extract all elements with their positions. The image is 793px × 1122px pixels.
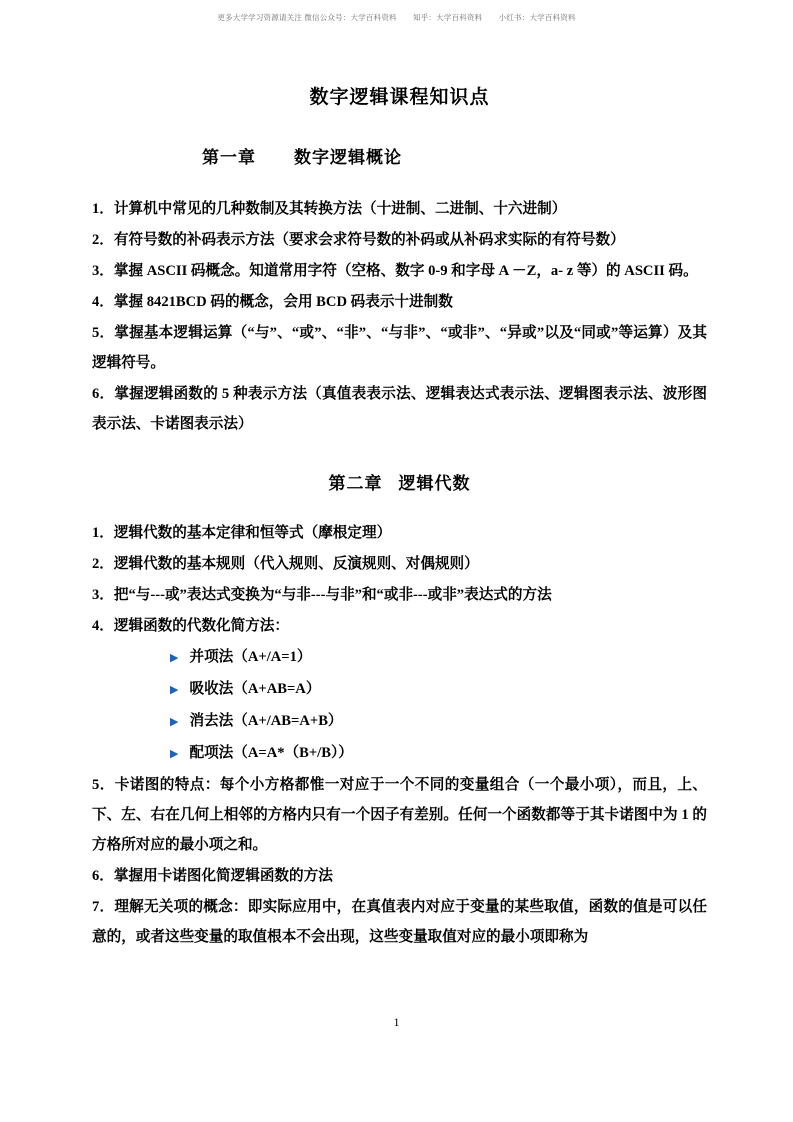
triangle-bullet-icon: ▶ <box>170 716 179 728</box>
list-item: 5．掌握基本逻辑运算（“与”、“或”、“非”、“与非”、“或非”、“异或”以及“同或”等运算）及其逻辑符号。 <box>92 325 707 371</box>
chapter-2-heading <box>92 469 707 494</box>
list-item: 3．掌握 ASCII 码概念。知道常用字符（空格、数字 0-9 和字母 A －Z，a- z 等）的 ASCII 码。 <box>92 263 698 279</box>
triangle-bullet-icon: ▶ <box>170 652 179 664</box>
chapter-2-name: 逻辑代数 <box>398 474 471 493</box>
chapter-2-label: 第二章 <box>328 474 383 493</box>
list-item <box>170 674 707 706</box>
list-item: 3．把“与---或”表达式变换为“与非---与非”和“或非---或非”表达式的方法 <box>92 587 552 603</box>
document-content <box>92 82 707 953</box>
list-item: 7．理解无关项的概念：即实际应用中，在真值表内对应于变量的某些取值，函数的值是可以任意的，或者这些变量的取值根本不会出现，这些变量取值对应的最小项即称为 <box>92 899 707 945</box>
list-item: 1．逻辑代数的基本定律和恒等式（摩根定理） <box>92 525 392 541</box>
chapter-1-name: 数字逻辑概论 <box>294 148 402 167</box>
watermark-text-1: 更多大学学习资源请关注 微信公众号：大学百科资料 <box>217 13 397 22</box>
triangle-bullet-icon: ▶ <box>170 748 179 760</box>
list-item <box>170 642 707 674</box>
sub-item-label: 并项法（A+/A=1） <box>189 649 312 665</box>
list-item: 4．掌握 8421BCD 码的概念，会用 BCD 码表示十进制数 <box>92 294 453 310</box>
watermark-header <box>0 12 793 23</box>
list-item <box>170 706 707 738</box>
page-number: 1 <box>393 1015 400 1029</box>
sub-item-label: 吸收法（A+AB=A） <box>189 681 321 697</box>
list-item: 5．卡诺图的特点：每个小方格都惟一对应于一个不同的变量组合（一个最小项），而且，上、下、左、右在几何上相邻的方格内只有一个因子有差别。任何一个函数都等于其卡诺图中为 1 的方格所对应的最小项之和。 <box>92 777 707 853</box>
list-item: 6．掌握用卡诺图化简逻辑函数的方法 <box>92 868 333 884</box>
list-item: 6．掌握逻辑函数的 5 种表示方法（真值表表示法、逻辑表达式表示法、逻辑图表示法、波形图表示法、卡诺图表示法） <box>92 386 707 432</box>
chapter-1-label: 第一章 <box>202 148 256 167</box>
list-item <box>170 738 707 770</box>
triangle-bullet-icon: ▶ <box>170 684 179 696</box>
chapter-1-heading <box>202 143 707 168</box>
list-item: 2．逻辑代数的基本规则（代入规则、反演规则、对偶规则） <box>92 556 479 572</box>
list-item: 1．计算机中常见的几种数制及其转换方法（十进制、二进制、十六进制） <box>92 201 567 217</box>
watermark-text-2: 知乎：大学百科资料 <box>413 13 483 22</box>
list-item: 2．有符号数的补码表示方法（要求会求符号数的补码或从补码求实际的有符号数） <box>92 232 625 248</box>
sub-item-label: 配项法（A=A*（B+/B）） <box>189 745 353 761</box>
sub-item-label: 消去法（A+/AB=A+B） <box>189 713 343 729</box>
sub-list <box>92 642 707 770</box>
page-title: 数字逻辑课程知识点 <box>309 87 490 108</box>
list-item: 4．逻辑函数的代数化简方法： <box>92 618 290 634</box>
watermark-text-3: 小红书：大学百科资料 <box>498 13 576 22</box>
